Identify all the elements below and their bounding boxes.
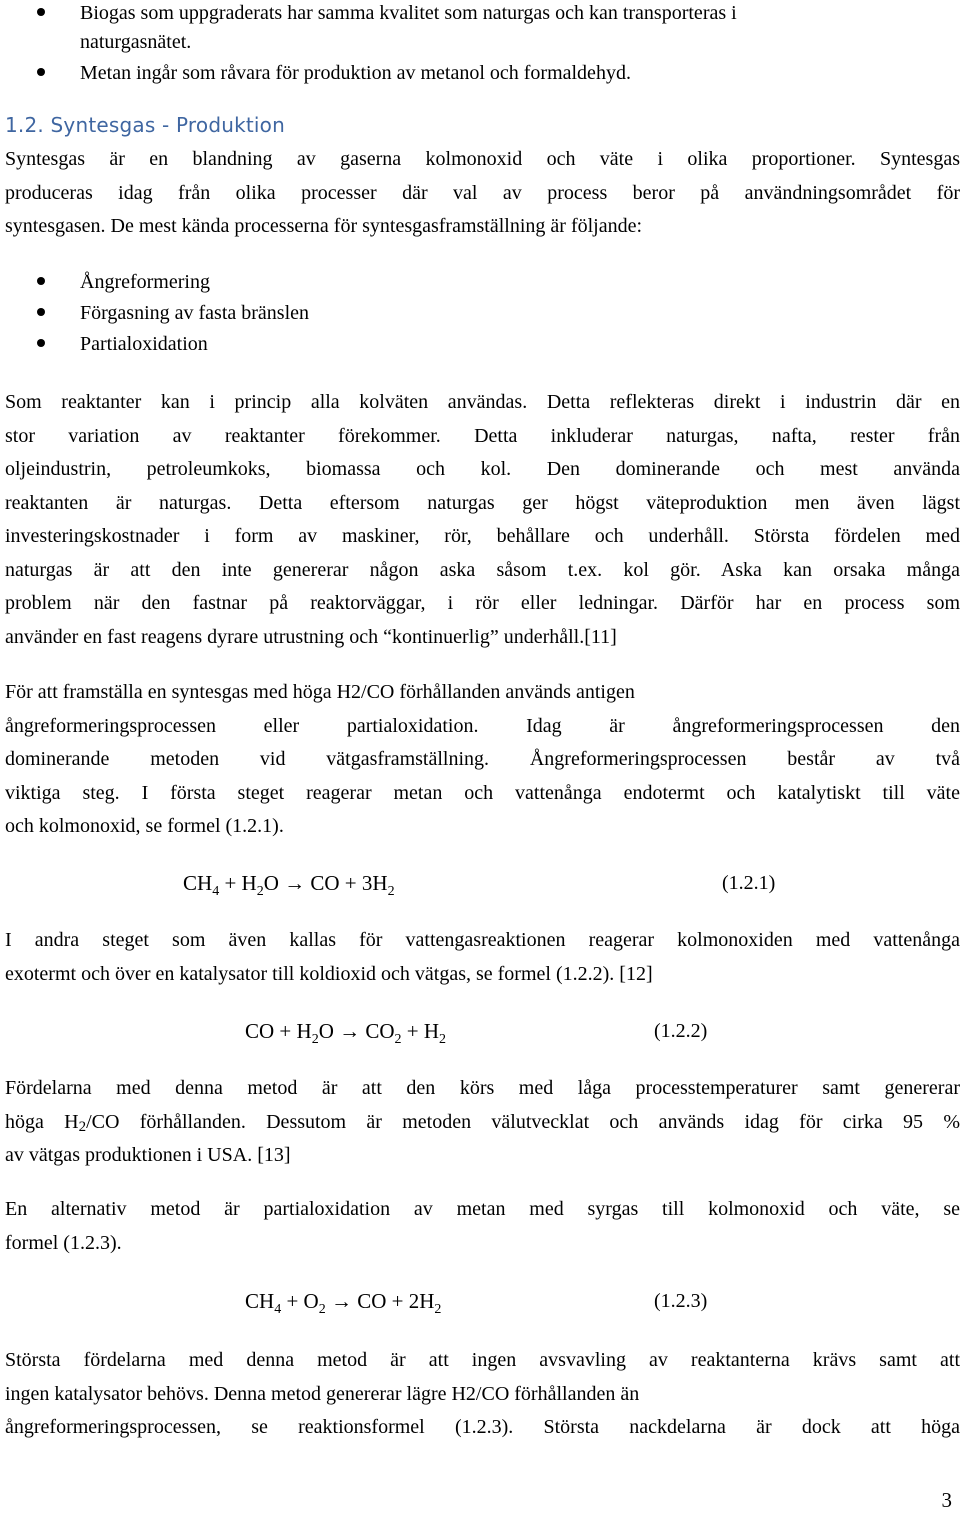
text-line: exotermt och över en katalysator till koldioxid och vätgas, se formel (1.2.2). [12] bbox=[5, 962, 653, 985]
paragraph-steam-reforming bbox=[5, 676, 960, 844]
list-item-text: Förgasning av fasta bränslen bbox=[80, 302, 310, 324]
bullet-text-line: naturgasnätet. bbox=[80, 30, 192, 53]
text-line: Största fördelarna med denna metod är att ingen avsvavling av reaktanterna krävs samt att bbox=[5, 1349, 960, 1371]
bullet-dot bbox=[37, 277, 45, 285]
text-line bbox=[5, 1106, 960, 1140]
list-item bbox=[0, 297, 960, 330]
formula-text: → CO + 2H bbox=[325, 1289, 435, 1313]
formula-subscript: 2 bbox=[387, 884, 395, 899]
formula-subscript: 2 bbox=[311, 1032, 319, 1047]
formula-number: (1.2.2) bbox=[654, 1020, 708, 1042]
text-line: dominerande metoden vid vätgasframställning. Ångreformeringsprocessen består av två bbox=[5, 748, 960, 770]
bullet-dot bbox=[37, 339, 45, 347]
bullet-item-metan bbox=[0, 57, 960, 90]
paragraph-partial-oxidation bbox=[5, 1344, 960, 1445]
paragraph-reactants bbox=[5, 386, 960, 654]
text-line: investeringskostnader i form av maskiner, rör, behållare och underhåll. Största fördelen med bbox=[5, 525, 960, 547]
formula-text: O → CO + 3H bbox=[263, 871, 388, 895]
subscript: 2 bbox=[78, 1118, 87, 1135]
text-line: viktiga steg. I första steget reagerar metan och vattenånga endotermt och katalytiskt till väte bbox=[5, 781, 960, 804]
formula-subscript: 2 bbox=[256, 884, 264, 899]
paragraph-second-step bbox=[5, 924, 960, 991]
formula-text: + H bbox=[401, 1019, 440, 1043]
formula-number: (1.2.3) bbox=[654, 1290, 708, 1312]
formula-subscript: 4 bbox=[212, 884, 220, 899]
page-number: 3 bbox=[941, 1488, 952, 1512]
text-fragment: höga H bbox=[5, 1110, 79, 1133]
text-line: Som reaktanter kan i princip alla kolväten användas. Detta reflekteras direkt i industrin där en bbox=[5, 391, 960, 413]
text-line: syntesgasen. De mest kända processerna för syntesgasframställning är följande: bbox=[5, 215, 643, 237]
text-line: stor variation av reaktanter förekommer. Detta inkluderar naturgas, nafta, rester från bbox=[5, 424, 960, 447]
text-line: produceras idag från olika processer där val av process beror på användningsområdet för bbox=[5, 181, 960, 204]
text-line: En alternativ metod är partialoxidation av metan med syrgas till kolmonoxid och väte, se bbox=[5, 1198, 960, 1220]
formula-text: CO + H bbox=[245, 1019, 312, 1043]
section-heading: 1.2. Syntesgas - Produktion bbox=[5, 113, 285, 137]
text-line: problem när den fastnar på reaktorväggar, i rör eller ledningar. Därför har en process som bbox=[5, 592, 960, 614]
list-item-text: Ångreformering bbox=[80, 271, 210, 293]
text-line: Fördelarna med denna metod är att den körs med låga processtemperaturer samt genererar bbox=[5, 1077, 960, 1099]
formula-subscript: 4 bbox=[274, 1302, 282, 1317]
bullet-text: Metan ingår som råvara för produktion av metanol och formaldehyd. bbox=[80, 62, 631, 84]
paragraph-advantages bbox=[5, 1072, 960, 1173]
text-line: I andra steget som även kallas för vattengasreaktionen reagerar kolmonoxiden med vattenånga bbox=[5, 929, 960, 951]
list-item-text: Partialoxidation bbox=[80, 333, 208, 355]
bullet-item-biogas bbox=[0, 0, 960, 57]
formula-1-2-2 bbox=[245, 1016, 446, 1046]
text-line: av vätgas produktionen i USA. [13] bbox=[5, 1144, 291, 1166]
text-line: Syntesgas är en blandning av gaserna kolmonoxid och väte i olika proportioner. Syntesgas bbox=[5, 148, 960, 170]
bullet-text-line: Biogas som uppgraderats har samma kvalitet som naturgas och kan transporteras i bbox=[80, 2, 737, 24]
text-fragment: /CO förhållanden. Dessutom är metoden välutvecklat och används idag för cirka 95 % bbox=[86, 1110, 960, 1133]
text-line: oljeindustrin, petroleumkoks, biomassa och kol. Den dominerande och mest använda bbox=[5, 458, 960, 480]
text-line: formel (1.2.3). bbox=[5, 1231, 122, 1254]
formula-text: CH bbox=[183, 871, 213, 895]
formula-text: O → CO bbox=[318, 1019, 395, 1043]
formula-text: + O bbox=[281, 1289, 319, 1313]
bullet-dot bbox=[37, 68, 45, 76]
text-line: och kolmonoxid, se formel (1.2.1). bbox=[5, 815, 284, 837]
list-item bbox=[0, 328, 960, 361]
formula-subscript: 2 bbox=[394, 1032, 402, 1047]
paragraph-intro bbox=[5, 143, 960, 244]
formula-subscript: 2 bbox=[434, 1302, 442, 1317]
formula-1-2-3 bbox=[245, 1286, 441, 1316]
formula-text: CH bbox=[245, 1289, 275, 1313]
formula-number: (1.2.1) bbox=[722, 872, 776, 894]
text-line: För att framställa en syntesgas med höga H2/CO förhållanden används antigen bbox=[5, 681, 635, 703]
text-line: naturgas är att den inte genererar någon aska såsom t.ex. kol gör. Aska kan orsaka många bbox=[5, 558, 960, 581]
paragraph-alternative bbox=[5, 1193, 960, 1260]
text-line: reaktanten är naturgas. Detta eftersom naturgas ger högst väteproduktion men även lägst bbox=[5, 491, 960, 514]
text-line: använder en fast reagens dyrare utrustning och “kontinuerlig” underhåll.[11] bbox=[5, 625, 617, 648]
formula-subscript: 2 bbox=[318, 1302, 326, 1317]
bullet-dot bbox=[37, 308, 45, 316]
text-line: ångreformeringsprocessen eller partialoxidation. Idag är ångreformeringsprocessen den bbox=[5, 714, 960, 737]
formula-subscript: 2 bbox=[439, 1032, 447, 1047]
text-line: ångreformeringsprocessen, se reaktionsformel (1.2.3). Största nackdelarna är dock att höga bbox=[5, 1416, 960, 1438]
list-item bbox=[0, 266, 960, 299]
bullet-dot bbox=[37, 8, 45, 16]
formula-text: + H bbox=[219, 871, 257, 895]
text-line: ingen katalysator behövs. Denna metod genererar lägre H2/CO förhållanden än bbox=[5, 1382, 640, 1405]
formula-1-2-1 bbox=[183, 868, 395, 898]
